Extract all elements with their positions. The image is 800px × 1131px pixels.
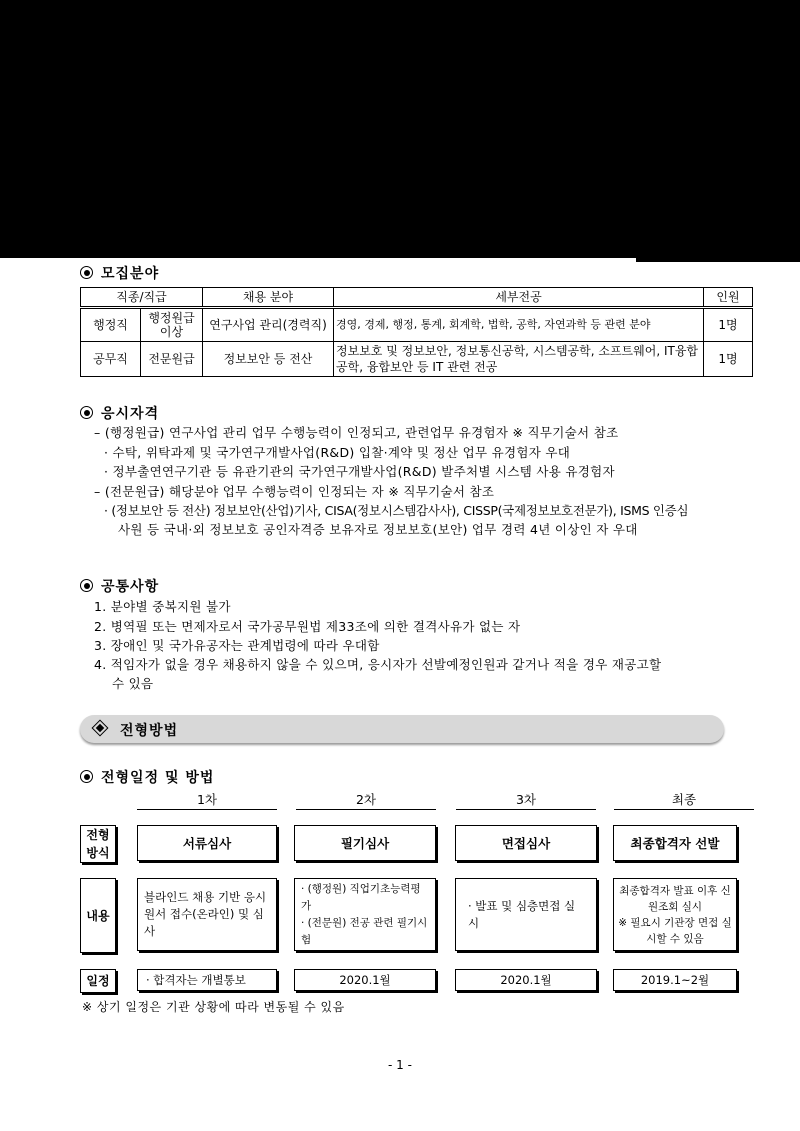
- common-line: 수 있음: [112, 676, 154, 691]
- qualify-line: 사원 등 국내·외 정보보호 공인자격증 보유자로 정보보호(보안) 업무 경력 4년 이상인 자 우대: [118, 522, 638, 537]
- row-label-content: 내용: [80, 878, 116, 953]
- common-line: 1. 분야별 중복지원 불가: [94, 599, 231, 614]
- qualify-line: – (전문원급) 해당분야 업무 수행능력이 인정되는 자 ※ 직무기술서 참조: [94, 484, 495, 499]
- redacted-header-block: [0, 0, 800, 258]
- date-box: · 합격자는 개별통보: [137, 969, 277, 991]
- section-heading-recruit: 모집분야: [80, 263, 159, 283]
- cell-field: 정보보안 등 전산: [203, 342, 334, 377]
- table-row: [81, 308, 753, 342]
- cell-grade: 전문원급: [141, 342, 203, 377]
- stage-label-2: 2차: [296, 790, 436, 810]
- recruit-table: [80, 287, 753, 377]
- stage-label-final: 최종: [614, 790, 754, 810]
- header-major: 세부전공: [334, 288, 704, 308]
- cell-type: 행정직: [81, 308, 141, 342]
- circle-bullet-icon: [80, 266, 93, 279]
- cell-field: 연구사업 관리(경력직): [203, 308, 334, 342]
- redacted-header-edge: [636, 258, 800, 262]
- method-box: 필기심사: [294, 825, 436, 861]
- schedule-note: ※ 상기 일정은 기관 상황에 따라 변동될 수 있음: [82, 1000, 345, 1014]
- cell-grade: 행정원급 이상: [141, 308, 203, 342]
- stage-label-1: 1차: [137, 790, 277, 810]
- circle-bullet-icon: [80, 770, 93, 783]
- cell-count: 1명: [704, 308, 753, 342]
- table-row: [81, 342, 753, 377]
- qualify-line: – (행정원급) 연구사업 관리 업무 수행능력이 인정되고, 관련업무 유경험자 ※ 직무기술서 참조: [94, 425, 619, 440]
- date-box: 2020.1월: [294, 969, 436, 991]
- qualify-line: · 정부출연연구기관 등 유관기관의 국가연구개발사업(R&D) 발주처별 시스템 사용 유경험자: [104, 464, 615, 479]
- section-heading-qualify: 응시자격: [80, 403, 159, 423]
- section-banner-method: [80, 715, 724, 743]
- method-box: 면접심사: [455, 825, 597, 861]
- banner-title: 전형방법: [120, 723, 179, 739]
- content-box: 블라인드 채용 기반 응시원서 접수(온라인) 및 심사: [137, 878, 277, 951]
- diamond-bullet-icon: [92, 720, 109, 737]
- cell-type: 공무직: [81, 342, 141, 377]
- section-heading-schedule: 전형일정 및 방법: [80, 767, 214, 787]
- cell-major: 정보보호 및 정보보안, 정보통신공학, 시스템공학, 소프트웨어, IT융합공학, 융합보안 등 IT 관련 전공: [334, 342, 704, 377]
- circle-bullet-icon: [80, 579, 93, 592]
- common-line: 2. 병역필 또는 면제자로서 국가공무원법 제33조에 의한 결격사유가 없는 자: [94, 619, 521, 634]
- qualify-line: · 수탁, 위탁과제 및 국가연구개발사업(R&D) 입찰·계약 및 정산 업무 유경험자 우대: [104, 445, 571, 460]
- cell-major: 경영, 경제, 행정, 통계, 회계학, 법학, 공학, 자연과학 등 관련 분야: [334, 308, 704, 342]
- content-box: 최종합격자 발표 이후 신원조회 실시 ※ 필요시 기관장 면접 실시할 수 있음: [613, 878, 737, 951]
- date-box: 2020.1월: [455, 969, 597, 991]
- row-label-date: 일정: [80, 969, 116, 993]
- method-box: 최종합격자 선발: [613, 825, 737, 861]
- date-box: 2019.1~2월: [613, 969, 737, 991]
- qualify-line: · (정보보안 등 전산) 정보보안(산업)기사, CISA(정보시스템감사사), CISSP(국제정보보호전문가), ISMS 인증심: [104, 503, 689, 518]
- table-header-row: [81, 288, 753, 308]
- stage-label-3: 3차: [456, 790, 596, 810]
- common-line: 4. 적임자가 없을 경우 채용하지 않을 수 있으며, 응시자가 선발예정인원과 같거나 적을 경우 재공고할: [94, 657, 662, 672]
- header-type-grade: 직종/직급: [81, 288, 203, 308]
- cell-count: 1명: [704, 342, 753, 377]
- header-count: 인원: [704, 288, 753, 308]
- page-number: - 1 -: [388, 1058, 412, 1072]
- method-box: 서류심사: [137, 825, 277, 861]
- header-field: 채용 분야: [203, 288, 334, 308]
- circle-bullet-icon: [80, 406, 93, 419]
- row-label-method: 전형 방식: [80, 825, 116, 863]
- common-line: 3. 장애인 및 국가유공자는 관계법령에 따라 우대함: [94, 638, 380, 653]
- section-heading-common: 공통사항: [80, 576, 159, 596]
- content-box: · (행정원) 직업기초능력평가 · (전문원) 전공 관련 필기시험: [294, 878, 436, 951]
- content-box: · 발표 및 심층면접 실시: [455, 878, 597, 951]
